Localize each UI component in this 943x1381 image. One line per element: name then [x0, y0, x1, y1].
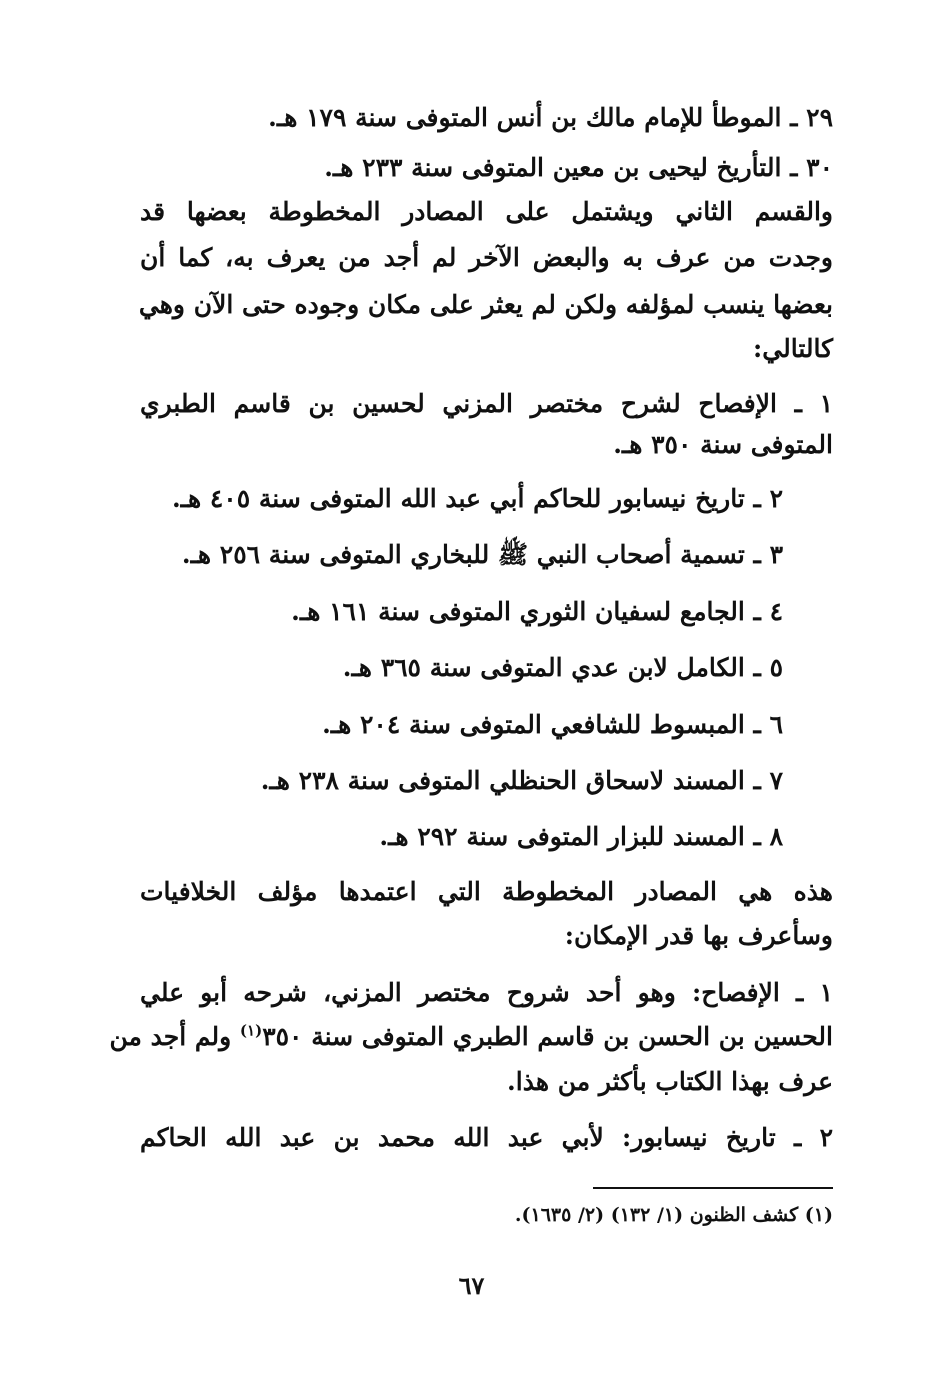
paragraph-line: كالتالي:: [753, 334, 833, 363]
paragraph-line: عرف بهذا الكتاب بأكثر من هذا.: [507, 1067, 833, 1096]
list-item-1-continuation: المتوفى سنة ٣٥٠ هـ.: [613, 430, 833, 459]
list-item-3: ٣ ـ تسمية أصحاب النبي ﷺ للبخاري المتوفى سنة ٢٥٦ هـ.: [181, 540, 783, 569]
list-item-2: ٢ ـ تاريخ نيسابور للحاكم أبي عبد الله المتوفى سنة ٤٠٥ هـ.: [171, 484, 783, 513]
paragraph-line: ٢ ـ تاريخ نيسابور: لأبي عبد الله محمد بن عبد الله الحاكم: [140, 1123, 833, 1152]
paragraph-line: والقسم الثاني ويشتمل على المصادر المخطوطة بعضها قد: [140, 197, 833, 226]
paragraph-line: وسأعرف بها قدر الإمكان:: [564, 921, 833, 950]
paragraph-text: ولم أجد من: [109, 1022, 240, 1051]
list-item-5: ٥ ـ الكامل لابن عدي المتوفى سنة ٣٦٥ هـ.: [342, 653, 783, 682]
footnote-separator: [593, 1187, 833, 1189]
paragraph-text: الحسين بن الحسن بن قاسم الطبري المتوفى سنة ٣٥٠: [262, 1022, 833, 1051]
paragraph-line: [109, 1021, 833, 1051]
paragraph-line: بعضها ينسب لمؤلفه ولكن لم يعثر على مكان وجوده حتى الآن وهي: [138, 290, 833, 319]
list-item-4: ٤ ـ الجامع لسفيان الثوري المتوفى سنة ١٦١ هـ.: [291, 597, 783, 626]
list-item-29: ٢٩ ـ الموطأ للإمام مالك بن أنس المتوفى سنة ١٧٩ هـ.: [268, 103, 833, 132]
paragraph-line: ١ ـ الإفصاح: وهو أحد شروح مختصر المزني، شرحه أبو علي: [140, 978, 833, 1007]
list-item-1: ١ ـ الإفصاح لشرح مختصر المزني لحسين بن قاسم الطبري: [140, 389, 833, 418]
page-number: ٦٧: [458, 1271, 485, 1300]
list-item-8: ٨ ـ المسند للبزار المتوفى سنة ٢٩٢ هـ.: [379, 822, 783, 851]
paragraph-line: هذه هي المصادر المخطوطة التي اعتمدها مؤلف الخلافيات: [140, 877, 833, 906]
list-item-30: ٣٠ ـ التأريخ ليحيى بن معين المتوفى سنة ٢٣٣ هـ.: [324, 153, 833, 182]
list-item-6: ٦ ـ المبسوط للشافعي المتوفى سنة ٢٠٤ هـ.: [322, 710, 783, 739]
footnote-marker: (١): [239, 1021, 263, 1040]
list-item-7: ٧ ـ المسند لاسحاق الحنظلي المتوفى سنة ٢٣٨ هـ.: [260, 766, 783, 795]
paragraph-line: وجدت من عرف به والبعض الآخر لم أجد من يعرف به، كما أن: [140, 243, 833, 272]
footnote: (١) كشف الظنون (١/ ١٣٢) (٢/ ١٦٣٥).: [514, 1204, 833, 1226]
